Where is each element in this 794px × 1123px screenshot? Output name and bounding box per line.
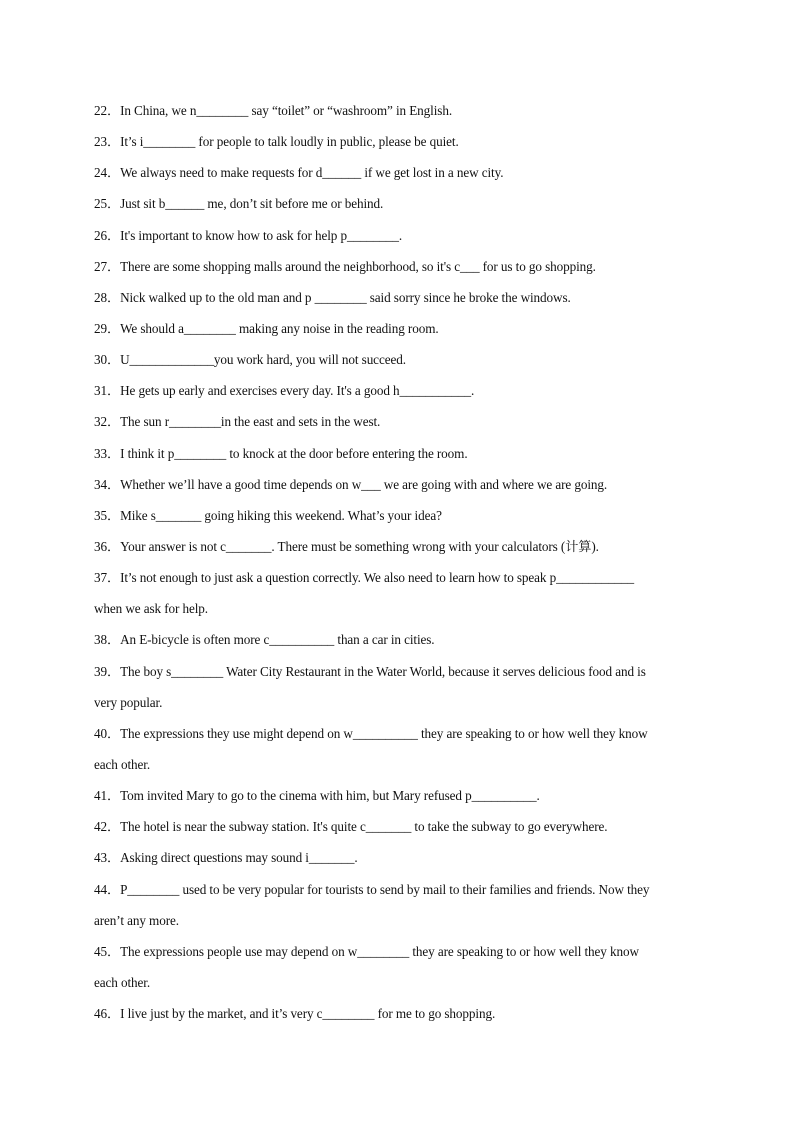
question-40-continued: each other. bbox=[94, 756, 151, 772]
question-32: 32．The sun r________in the east and sets in the west. bbox=[94, 414, 381, 430]
question-33: 33．I think it p________ to knock at the door before entering the room. bbox=[94, 445, 468, 461]
question-43: 43．Asking direct questions may sound i_______. bbox=[94, 850, 358, 866]
question-40: 40．The expressions they use might depend on w__________ they are speaking to or how well they know bbox=[94, 725, 648, 741]
question-41: 41．Tom invited Mary to go to the cinema with him, but Mary refused p__________. bbox=[94, 788, 540, 804]
question-44-continued: aren’t any more. bbox=[94, 912, 179, 928]
question-37: 37．It’s not enough to just ask a question correctly. We also need to learn how to speak p____________ bbox=[94, 570, 635, 586]
question-34: 34．Whether we’ll have a good time depends on w___ we are going with and where we are going. bbox=[94, 476, 608, 492]
question-35: 35．Mike s_______ going hiking this weekend. What’s your idea? bbox=[94, 507, 442, 523]
question-24: 24．We always need to make requests for d______ if we get lost in a new city. bbox=[94, 165, 504, 181]
question-23: 23．It’s i________ for people to talk loudly in public, please be quiet. bbox=[94, 134, 459, 150]
question-31: 31．He gets up early and exercises every day. It's a good h___________. bbox=[94, 383, 475, 399]
question-39: 39．The boy s________ Water City Restaurant in the Water World, because it serves delicious food and is bbox=[94, 663, 646, 679]
question-25: 25．Just sit b______ me, don’t sit before me or behind. bbox=[94, 196, 384, 212]
question-39-continued: very popular. bbox=[94, 694, 163, 710]
question-30: 30．U_____________you work hard, you will not succeed. bbox=[94, 352, 406, 368]
question-26: 26．It's important to know how to ask for help p________. bbox=[94, 227, 403, 243]
question-38: 38．An E-bicycle is often more c__________ than a car in cities. bbox=[94, 632, 435, 648]
question-28: 28．Nick walked up to the old man and p ________ said sorry since he broke the windows. bbox=[94, 289, 571, 305]
question-44: 44．P________ used to be very popular for tourists to send by mail to their families and friends. Now they bbox=[94, 881, 650, 897]
question-36: 36．Your answer is not c_______. There must be something wrong with your calculators (计算). bbox=[94, 538, 599, 554]
question-45-continued: each other. bbox=[94, 974, 151, 990]
question-27: 27．There are some shopping malls around the neighborhood, so it's c___ for us to go shopping. bbox=[94, 258, 596, 274]
question-22: 22．In China, we n________ say “toilet” or “washroom” in English. bbox=[94, 103, 453, 118]
question-37-continued: when we ask for help. bbox=[94, 601, 208, 617]
question-42: 42．The hotel is near the subway station. It's quite c_______ to take the subway to go everywhere. bbox=[94, 819, 608, 835]
question-list bbox=[94, 101, 704, 1035]
question-29: 29．We should a________ making any noise in the reading room. bbox=[94, 320, 439, 336]
question-46: 46．I live just by the market, and it’s very c________ for me to go shopping. bbox=[94, 1006, 496, 1022]
question-45: 45．The expressions people use may depend on w________ they are speaking to or how well they know bbox=[94, 943, 639, 959]
